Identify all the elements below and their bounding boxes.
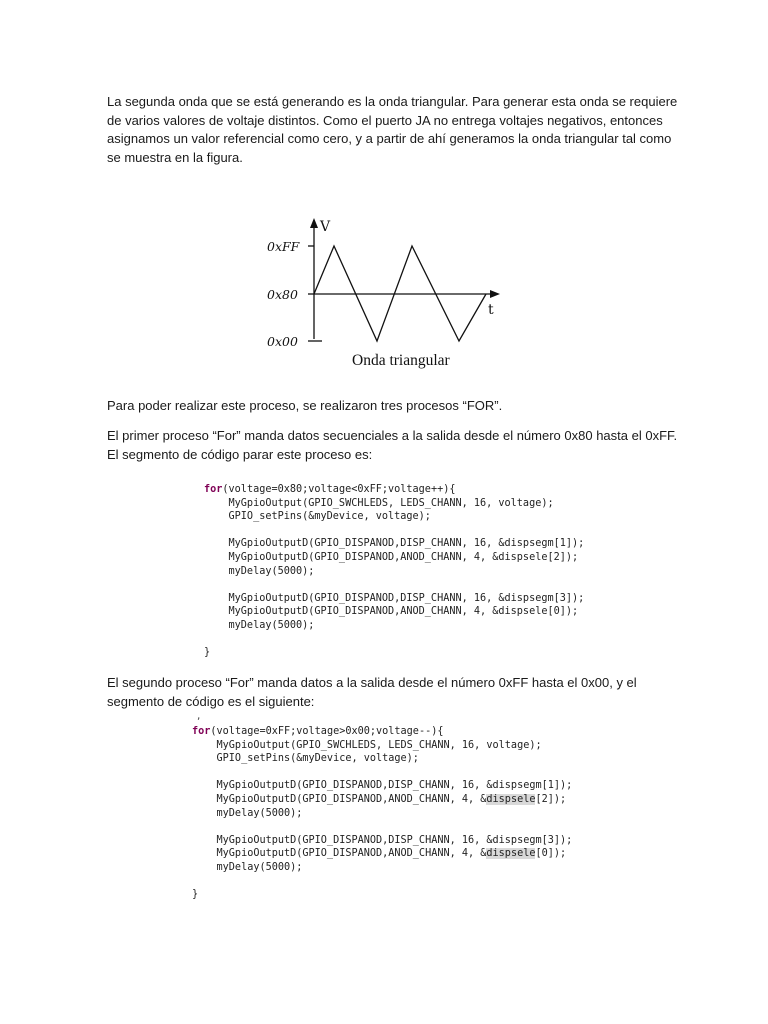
first-process-paragraph	[107, 427, 678, 464]
code-line: }	[204, 647, 211, 659]
code-line	[192, 847, 572, 861]
code-line: MyGpioOutput(GPIO_SWCHLEDS, LEDS_CHANN, 16, voltage);	[204, 497, 554, 509]
code-line: MyGpioOutputD(GPIO_DISPANOD,DISP_CHANN, 16, &dispsegm[1]);	[192, 780, 573, 792]
code-line	[192, 875, 572, 889]
text-line: asignamos un valor referencial como cero, y a partir de ahí generamos la onda triangular tal como	[107, 131, 672, 146]
intro-paragraph	[107, 93, 678, 167]
code-line: MyGpioOutputD(GPIO_DISPANOD,DISP_CHANN, 16, &dispsegm[1]);	[204, 538, 585, 550]
y-label-0x80: 0x80	[267, 287, 298, 302]
text-line: El primer proceso “For” manda datos secuenciales a la salida desde el número 0x80 hasta el 0xFF.	[107, 428, 678, 443]
code-keyword: for	[192, 726, 211, 737]
code-line: MyGpioOutput(GPIO_SWCHLEDS, LEDS_CHANN, 16, voltage);	[192, 739, 542, 751]
code-line: MyGpioOutputD(GPIO_DISPANOD,ANOD_CHANN, 4, &dispsele[0]);	[204, 606, 579, 618]
v-axis-label: V	[320, 219, 331, 235]
highlighted-identifier: dispsele	[486, 793, 536, 805]
code-line: myDelay(5000);	[204, 565, 315, 577]
code-line: MyGpioOutputD(GPIO_DISPANOD,DISP_CHANN, 16, &dispsegm[3]);	[204, 592, 585, 604]
code-line: MyGpioOutputD(GPIO_DISPANOD,DISP_CHANN, 16, &dispsegm[3]);	[192, 834, 573, 846]
code-line: GPIO_setPins(&myDevice, voltage);	[204, 511, 431, 523]
code-line: GPIO_setPins(&myDevice, voltage);	[192, 753, 419, 765]
code-line: myDelay(5000);	[192, 861, 303, 873]
text-line: de varios valores de voltaje distintos. Como el puerto JA no entrega voltajes negativos, entonces	[107, 112, 663, 128]
triangular-wave-figure	[264, 214, 504, 374]
code-line	[204, 633, 584, 647]
y-label-0xff: 0xFF	[267, 239, 300, 254]
code-line: myDelay(5000);	[192, 807, 303, 819]
t-axis-arrow	[490, 290, 500, 298]
t-axis-label: t	[488, 302, 494, 318]
code-keyword: for	[204, 484, 223, 495]
code-line	[204, 483, 584, 497]
code-line	[192, 725, 572, 739]
y-label-0x00: 0x00	[267, 334, 298, 349]
text-line: El segundo proceso “For” manda datos a la salida desde el número 0xFF hasta el 0x00, y el	[107, 675, 637, 690]
code-tick-mark: ,	[196, 712, 202, 722]
code-text: [0]);	[535, 848, 567, 860]
code-line: }	[192, 889, 199, 901]
code-line	[204, 524, 584, 538]
text-line: segmento de código es el siguiente:	[107, 693, 315, 709]
code-text: MyGpioOutputD(GPIO_DISPANOD,ANOD_CHANN, 4, &	[192, 793, 487, 805]
highlighted-identifier: dispsele	[486, 848, 536, 860]
process-paragraph	[107, 397, 667, 416]
code-line: MyGpioOutputD(GPIO_DISPANOD,ANOD_CHANN, 4, &dispsele[2]);	[204, 551, 579, 563]
code-text: [2]);	[535, 793, 567, 805]
text-line: La segunda onda que se está generando es la onda triangular. Para generar esta onda se requiere	[107, 94, 678, 109]
v-axis-arrow	[310, 218, 318, 228]
figure-caption: Onda triangular	[352, 352, 450, 369]
code-line	[204, 578, 584, 592]
second-process-paragraph	[107, 674, 667, 711]
code-block-first-for	[204, 483, 584, 660]
code-line	[192, 793, 572, 807]
code-block-second-for	[192, 725, 572, 902]
triangular-wave-diagram	[264, 214, 504, 374]
text-line: Para poder realizar este proceso, se realizaron tres procesos “FOR”.	[107, 398, 503, 413]
code-line	[192, 766, 572, 780]
text-line: El segmento de código parar este proceso es:	[107, 446, 373, 462]
code-text: MyGpioOutputD(GPIO_DISPANOD,ANOD_CHANN, 4, &	[192, 848, 487, 860]
code-line	[192, 820, 572, 834]
code-header: (voltage=0xFF;voltage>0x00;voltage--){	[210, 726, 444, 737]
text-line: se muestra en la figura.	[107, 149, 243, 165]
code-line: myDelay(5000);	[204, 619, 315, 631]
code-header: (voltage=0x80;voltage<0xFF;voltage++){	[222, 484, 456, 495]
